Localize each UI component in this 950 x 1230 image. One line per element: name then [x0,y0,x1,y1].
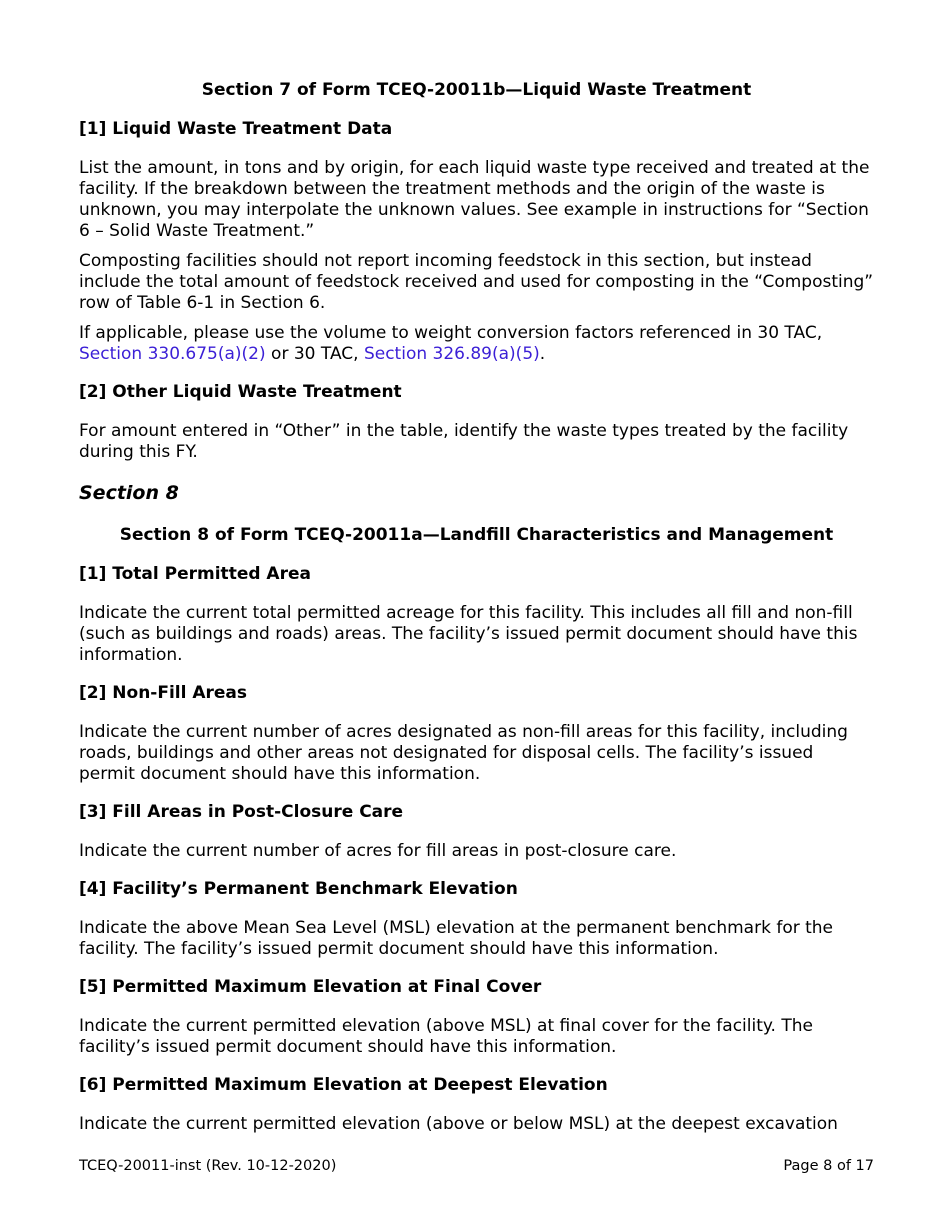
section-8-item-3-text: Indicate the current number of acres for fill areas in post-closure care. [79,841,677,861]
paragraph-3-lead-text: If applicable, please use the volume to weight conversion factors referenced in 30 TAC, [79,323,823,343]
section-8-item-4-text: Indicate the above Mean Sea Level (MSL) elevation at the permanent benchmark for the facility. The facility’s issued permit document should have this information. [79,918,834,959]
section-7-subheading-2: [2] Other Liquid Waste Treatment [79,382,402,402]
section-8-item-5-text: Indicate the current permitted elevation (above MSL) at final cover for the facility. The facility’s issued permit document should have this information. [79,1016,813,1057]
section-8-item-6-text: Indicate the current permitted elevation (above or below MSL) at the deepest excavation [79,1114,838,1134]
section-8-item-2-title: [2] Non-Fill Areas [79,683,248,703]
section-7-paragraph-2: Composting facilities should not report incoming feedstock in this section, but instead include the total amount of feedstock received and used for composting in the “Composting” row of Table 6-1 in Section 6. [79,251,874,313]
section-7-heading: Section 7 of Form TCEQ-20011b—Liquid Waste Treatment [201,80,752,100]
section-7-subheading-1: [1] Liquid Waste Treatment Data [79,119,393,139]
section-8-item-6-title: [6] Permitted Maximum Elevation at Deepest Elevation [79,1075,608,1095]
section-8-item-3-title: [3] Fill Areas in Post-Closure Care [79,802,404,822]
section-8-heading: Section 8 of Form TCEQ-20011a—Landfill Characteristics and Management [119,525,834,545]
section-7-paragraph-4: For amount entered in “Other” in the table, identify the waste types treated by the facility during this FY. [79,421,849,462]
footer-form-id: TCEQ-20011-inst (Rev. 10-12-2020) [79,1158,337,1174]
document-page [79,77,874,1135]
section-7-paragraph-3 [79,323,874,365]
section-326-89-link[interactable]: Section 326.89(a)(5) [363,344,540,364]
section-330-675-link[interactable]: Section 330.675(a)(2) [79,344,266,364]
section-8-item-1-title: [1] Total Permitted Area [79,564,311,584]
section-7-paragraph-1: List the amount, in tons and by origin, for each liquid waste type received and treated at the facility. If the breakdown between the treatment methods and the origin of the waste is unknown, you may interpolate the unknown values. See example in instructions for “Section 6 – Solid Waste Treatment.” [79,158,870,241]
page-footer [79,1156,874,1176]
footer-page-number: Page 8 of 17 [783,1158,874,1174]
section-8-item-2-text: Indicate the current number of acres designated as non-fill areas for this facility, including roads, buildings and other areas not designated for disposal cells. The facility’s issued permit document should have this information. [79,722,848,784]
section-8-item-5-title: [5] Permitted Maximum Elevation at Final Cover [79,977,542,997]
paragraph-3-end-text: . [539,344,546,364]
paragraph-3-mid-text: or 30 TAC, [265,344,364,364]
section-8-title: Section 8 [79,482,179,504]
section-8-item-1-text: Indicate the current total permitted acreage for this facility. This includes all fill and non-fill (such as buildings and roads) areas. The facility’s issued permit document should have this information. [79,603,858,665]
section-8-item-4-title: [4] Facility’s Permanent Benchmark Elevation [79,879,518,899]
